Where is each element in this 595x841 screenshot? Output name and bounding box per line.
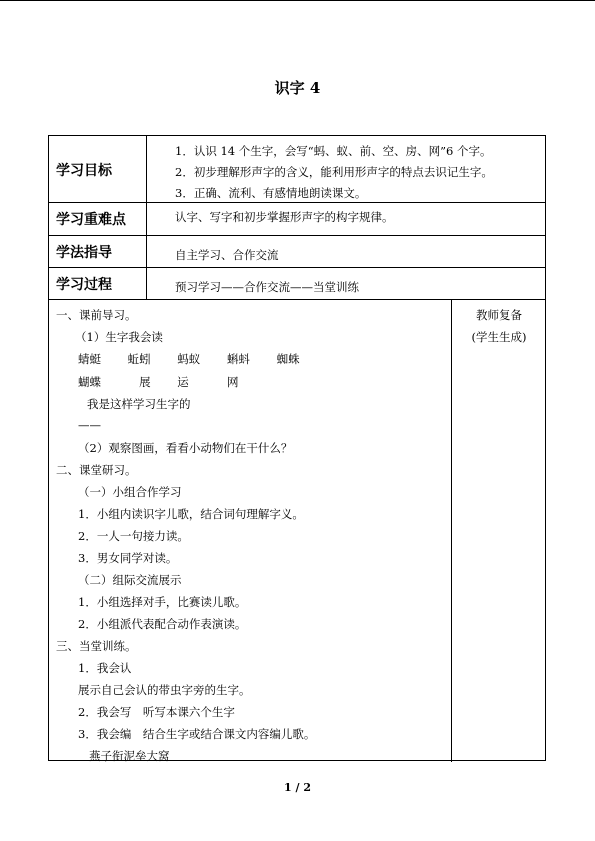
process-text: 预习学习——合作交流——当堂训练 [175,280,359,294]
body-line: 我是这样学习生字的 [87,397,191,411]
body-line: （2）观察图画，看看小动物们在干什么？ [78,441,293,455]
row-label-process: 学习过程 [56,277,112,293]
vocab-line: 蜻蜓 蚯蚓 蚂蚁 蝌蚪 蜘蛛 [78,352,300,366]
page-number: 1 / 2 [284,781,311,794]
label-column-divider [146,136,147,299]
side-note-subtitle: (学生生成) [471,330,527,344]
goal-item: 1．认识 14 个生字，会写“蚂、蚁、前、空、房、网”6 个字。 [175,144,492,158]
body-line: 1．我会认 [78,661,132,675]
body-line: 2．小组派代表配合动作表演读。 [78,617,247,631]
section-heading: 二、课堂研习。 [56,463,137,477]
section-heading: 三、当堂训练。 [56,639,137,653]
goal-item: 2．初步理解形声字的含义，能利用形声字的特点去识记生字。 [175,165,493,179]
body-line: 2．一人一句接力读。 [78,529,189,543]
lesson-table [48,135,546,761]
body-line: 展示自己会认的带虫字旁的生字。 [78,683,251,697]
table-rule [49,267,545,268]
page-title: 识字 4 [274,79,321,97]
key-points-text: 认字、写字和初步掌握形声字的构字规律。 [175,210,394,224]
body-line: 2．我会写 听写本课六个生字 [78,705,235,719]
table-rule [49,202,545,203]
section-heading: 一、课前导习。 [56,308,137,322]
row-label-goals: 学习目标 [56,163,112,179]
subsection-heading: （二）组际交流展示 [78,573,182,587]
vocab-line: 蝴蝶 展 运 网 [78,375,239,389]
body-line: 1．小组选择对手，比赛读儿歌。 [78,595,247,609]
row-label-method: 学法指导 [56,245,112,261]
table-rule [49,299,545,300]
answer-blank: —— [78,418,101,432]
row-label-key-points: 学习重难点 [56,212,126,228]
header-rule [0,0,595,1]
goal-item: 3．正确、流利、有感情地朗读课文。 [175,186,367,200]
side-note-title: 教师复备 [476,308,522,322]
body-line: 3．我会编 结合生字或结合课文内容编儿歌。 [78,727,316,741]
method-text: 自主学习、合作交流 [175,248,279,262]
body-line: （1）生字我会读 [75,330,163,344]
table-rule [49,235,545,236]
body-line: 3．男女同学对读。 [78,551,178,565]
side-column-divider [451,299,452,762]
body-line: 1．小组内读识字儿歌，结合词句理解字义。 [78,507,304,521]
body-line: 燕子衔泥垒大窝 [89,749,170,763]
subsection-heading: （一）小组合作学习 [78,485,182,499]
